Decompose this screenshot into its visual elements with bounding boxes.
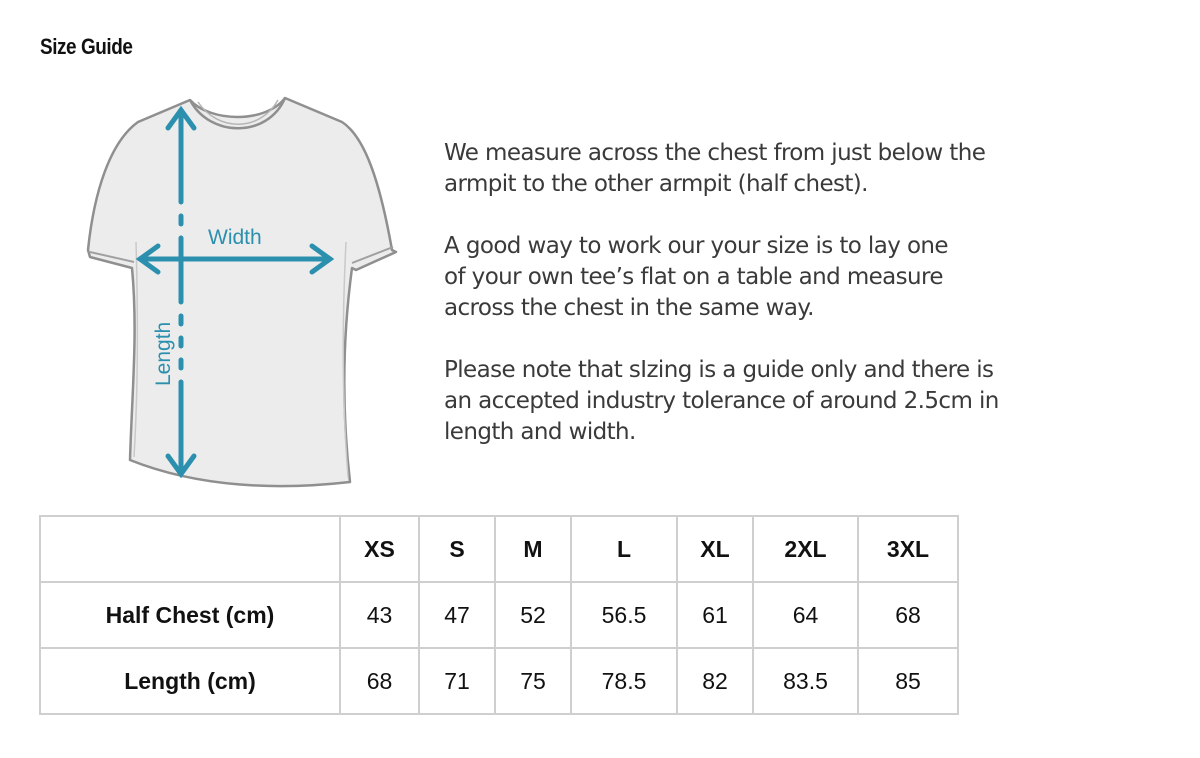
table-cell: 61 xyxy=(677,582,753,648)
table-cell: 52 xyxy=(495,582,571,648)
table-cell: 68 xyxy=(340,648,419,714)
size-header-xl: XL xyxy=(677,516,753,582)
tshirt-diagram xyxy=(80,92,410,494)
table-cell: 83.5 xyxy=(753,648,858,714)
size-header-m: M xyxy=(495,516,571,582)
table-cell: 64 xyxy=(753,582,858,648)
table-cell: 56.5 xyxy=(571,582,677,648)
measurement-info xyxy=(444,138,1124,479)
size-header-xs: XS xyxy=(340,516,419,582)
table-row-half-chest xyxy=(40,582,958,648)
info-paragraph-tolerance: Please note that sIzing is a guide only and there is an accepted industry tolerance of around 2.5cm in length and width. xyxy=(444,357,999,445)
table-row-length xyxy=(40,648,958,714)
size-header-l: L xyxy=(571,516,677,582)
table-cell: 71 xyxy=(419,648,495,714)
size-chart-table xyxy=(39,515,959,715)
table-cell: 78.5 xyxy=(571,648,677,714)
info-paragraph-measure: We measure across the chest from just below the armpit to the other armpit (half chest). xyxy=(444,140,986,197)
size-header-2xl: 2XL xyxy=(753,516,858,582)
table-header-row xyxy=(40,516,958,582)
table-cell: 43 xyxy=(340,582,419,648)
table-corner-cell xyxy=(40,516,340,582)
tshirt-illustration xyxy=(80,92,410,494)
table-cell: 68 xyxy=(858,582,958,648)
table-cell: 82 xyxy=(677,648,753,714)
size-header-s: S xyxy=(419,516,495,582)
table-cell: 85 xyxy=(858,648,958,714)
length-label: Length xyxy=(152,321,175,386)
width-label: Width xyxy=(208,226,262,249)
size-header-3xl: 3XL xyxy=(858,516,958,582)
table-cell: 47 xyxy=(419,582,495,648)
page-title: Size Guide xyxy=(40,34,133,59)
info-paragraph-tip: A good way to work our your size is to lay one of your own tee’s flat on a table and measure across the chest in the same way. xyxy=(444,233,948,321)
tshirt-shape xyxy=(88,98,396,486)
row-label-length: Length (cm) xyxy=(40,648,340,714)
table-cell: 75 xyxy=(495,648,571,714)
row-label-half-chest: Half Chest (cm) xyxy=(40,582,340,648)
